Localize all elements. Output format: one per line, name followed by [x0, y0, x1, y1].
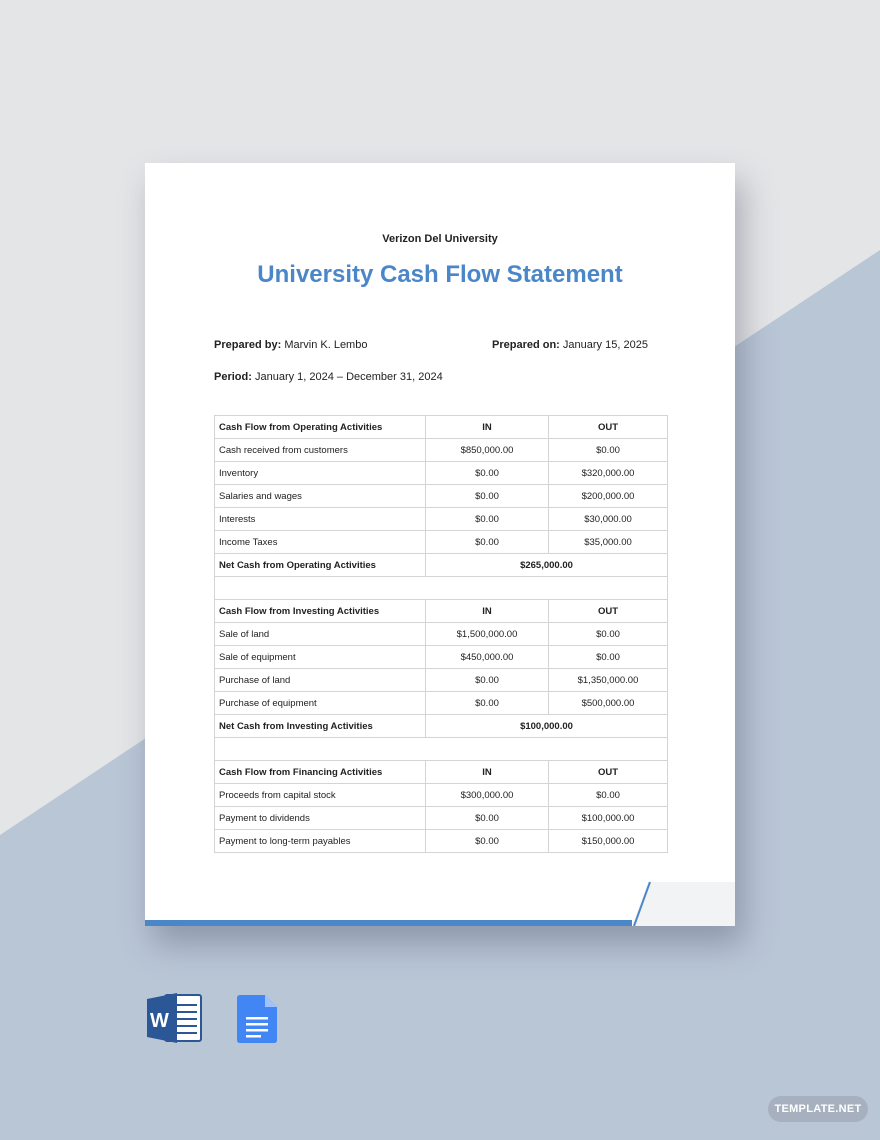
row-out: $0.00 — [549, 646, 668, 669]
template-net-badge[interactable]: TEMPLATE.NET — [768, 1096, 868, 1122]
document-title: University Cash Flow Statement — [257, 261, 623, 288]
prepared-on-label: Prepared on: — [492, 339, 560, 351]
operating-header-row — [215, 416, 668, 439]
table-row — [215, 439, 668, 462]
table-row — [215, 830, 668, 853]
row-in: $0.00 — [426, 692, 549, 715]
net-label: Net Cash from Operating Activities — [215, 554, 426, 577]
google-docs-icon[interactable] — [237, 995, 277, 1043]
table-header-cell: Cash Flow from Financing Activities — [215, 761, 426, 784]
row-label: Purchase of equipment — [215, 692, 426, 715]
out-header-cell: OUT — [549, 416, 668, 439]
operating-net-row — [215, 554, 668, 577]
row-label: Sale of equipment — [215, 646, 426, 669]
investing-net-row — [215, 715, 668, 738]
row-in: $0.00 — [426, 830, 549, 853]
row-label: Proceeds from capital stock — [215, 784, 426, 807]
spacer-row — [215, 577, 668, 600]
svg-text:W: W — [150, 1010, 169, 1032]
row-out: $0.00 — [549, 623, 668, 646]
row-label: Inventory — [215, 462, 426, 485]
cash-flow-table — [214, 415, 668, 853]
row-out: $200,000.00 — [549, 485, 668, 508]
net-value: $265,000.00 — [426, 554, 668, 577]
row-out: $30,000.00 — [549, 508, 668, 531]
table-header-cell: Cash Flow from Investing Activities — [215, 600, 426, 623]
row-in: $0.00 — [426, 508, 549, 531]
table-row — [215, 485, 668, 508]
organization-name: Verizon Del University — [382, 233, 498, 245]
table-row — [215, 692, 668, 715]
row-in: $850,000.00 — [426, 439, 549, 462]
row-out: $1,350,000.00 — [549, 669, 668, 692]
table-row — [215, 508, 668, 531]
row-in: $0.00 — [426, 462, 549, 485]
row-out: $320,000.00 — [549, 462, 668, 485]
out-header-cell: OUT — [549, 600, 668, 623]
word-icon[interactable] — [147, 993, 201, 1043]
row-in: $0.00 — [426, 807, 549, 830]
row-out: $0.00 — [549, 784, 668, 807]
row-out: $150,000.00 — [549, 830, 668, 853]
spacer-row — [215, 738, 668, 761]
prepared-by — [214, 339, 367, 351]
row-in: $450,000.00 — [426, 646, 549, 669]
app-icons — [147, 993, 287, 1052]
spacer-cell — [215, 577, 668, 600]
table-row — [215, 784, 668, 807]
table-row — [215, 462, 668, 485]
spacer-cell — [215, 738, 668, 761]
document-page — [145, 163, 735, 926]
row-label: Payment to long-term payables — [215, 830, 426, 853]
row-label: Salaries and wages — [215, 485, 426, 508]
row-label: Interests — [215, 508, 426, 531]
period — [214, 371, 443, 383]
row-label: Cash received from customers — [215, 439, 426, 462]
table-row — [215, 531, 668, 554]
row-out: $500,000.00 — [549, 692, 668, 715]
row-label: Income Taxes — [215, 531, 426, 554]
period-value: January 1, 2024 – December 31, 2024 — [254, 371, 443, 383]
row-in: $1,500,000.00 — [426, 623, 549, 646]
out-header-cell: OUT — [549, 761, 668, 784]
row-in: $300,000.00 — [426, 784, 549, 807]
financing-header-row — [215, 761, 668, 784]
prepared-by-label: Prepared by: — [214, 339, 282, 351]
row-out: $100,000.00 — [549, 807, 668, 830]
row-out: $35,000.00 — [549, 531, 668, 554]
row-in: $0.00 — [426, 669, 549, 692]
table-row — [215, 646, 668, 669]
row-label: Payment to dividends — [215, 807, 426, 830]
row-label: Sale of land — [215, 623, 426, 646]
table-row — [215, 623, 668, 646]
prepared-on-value: January 15, 2025 — [562, 339, 648, 351]
row-in: $0.00 — [426, 485, 549, 508]
in-header-cell: IN — [426, 416, 549, 439]
net-value: $100,000.00 — [426, 715, 668, 738]
page-footer-decoration — [145, 878, 735, 926]
app-icons-svg — [147, 993, 287, 1047]
table-header-cell: Cash Flow from Operating Activities — [215, 416, 426, 439]
table-row — [215, 669, 668, 692]
investing-header-row — [215, 600, 668, 623]
prepared-by-value: Marvin K. Lembo — [284, 339, 368, 351]
in-header-cell: IN — [426, 600, 549, 623]
row-out: $0.00 — [549, 439, 668, 462]
period-label: Period: — [214, 371, 252, 383]
row-in: $0.00 — [426, 531, 549, 554]
in-header-cell: IN — [426, 761, 549, 784]
row-label: Purchase of land — [215, 669, 426, 692]
prepared-on — [492, 339, 648, 351]
table-row — [215, 807, 668, 830]
net-label: Net Cash from Investing Activities — [215, 715, 426, 738]
